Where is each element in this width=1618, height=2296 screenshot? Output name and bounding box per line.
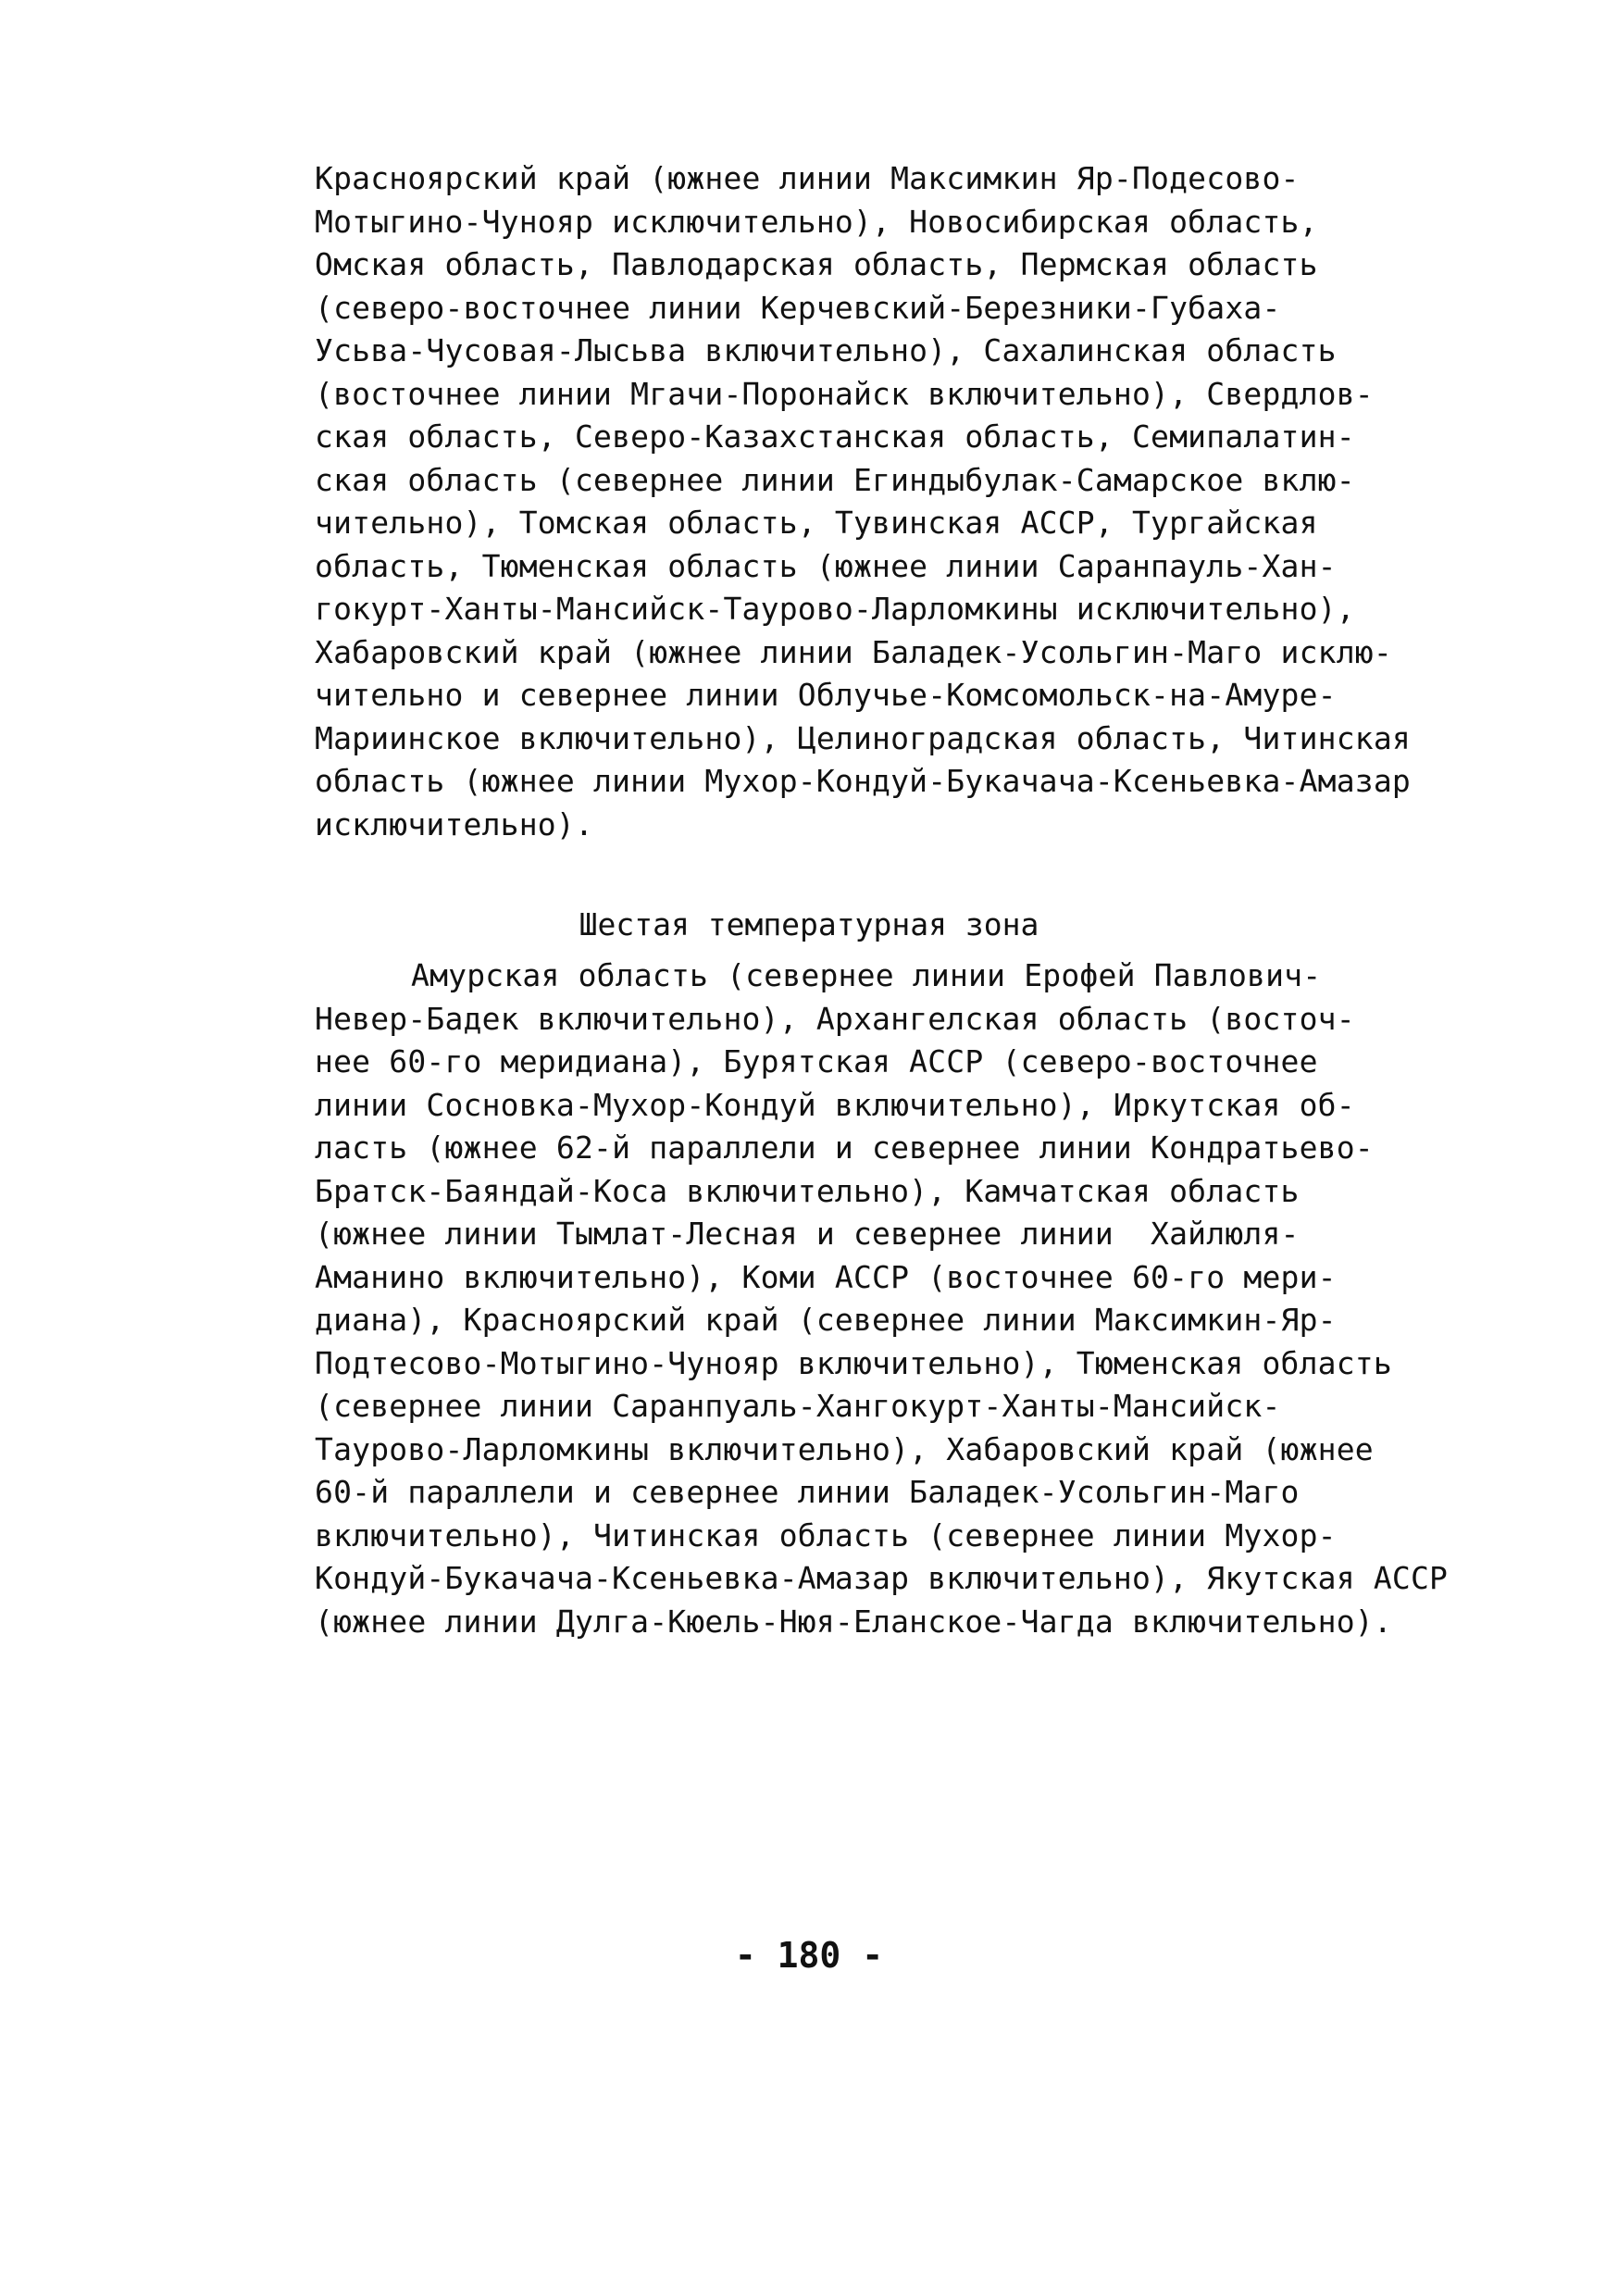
text-line: Мотыгино-Чунояр исключительно), Новосибирская область,	[315, 203, 1318, 240]
text-line: Мариинское включительно), Целиноградская область, Читинская	[315, 719, 1411, 756]
text-line: исключительно).	[315, 805, 594, 842]
text-line: Омская область, Павлодарская область, Пермская область	[315, 246, 1318, 282]
text-line: нее 60-го меридиана), Бурятская АССР (северо-восточнее	[315, 1043, 1318, 1079]
text-line: включительно), Читинская область (севернее линии Мухор-	[315, 1516, 1337, 1554]
text-line: гокурт-Ханты-Мансийск-Таурово-Ларломкины исключительно),	[315, 591, 1355, 627]
page-number: - 180 -	[734, 1935, 884, 1976]
text-line: Усьва-Чусовая-Лысьва включительно), Сахалинская область	[315, 332, 1337, 368]
text-line: ласть (южнее 62-й параллели и севернее линии Кондратьево-	[315, 1129, 1374, 1166]
text-line: (южнее линии Дулга-Кюель-Нюя-Еланское-Чагда включительно).	[315, 1603, 1392, 1640]
text-line: Амурская область (севернее линии Ерофей Павлович-	[411, 957, 1322, 993]
text-line: ская область (севернее линии Егиндыбулак-Самарское вклю-	[315, 461, 1355, 498]
text-line: (севернее линии Саранпуаль-Хангокурт-Ханты-Мансийск-	[315, 1388, 1281, 1424]
text-line: Подтесово-Мотыгино-Чунояр включительно), Тюменская область	[315, 1344, 1392, 1381]
text-line: Аманино включительно), Коми АССР (восточнее 60-го мери-	[315, 1258, 1337, 1295]
text-line: Братск-Баяндай-Коса включительно), Камчатская область	[315, 1172, 1300, 1209]
text-line: (восточнее линии Мгачи-Поронайск включительно), Свердлов-	[315, 375, 1374, 412]
text-line: (северо-восточнее линии Керчевский-Березники-Губаха-	[315, 289, 1281, 326]
text-line: диана), Красноярский край (севернее линии Максимкин-Яр-	[315, 1302, 1337, 1338]
text-line: Таурово-Ларломкины включительно), Хабаровский край (южнее	[315, 1430, 1374, 1467]
text-line: (южнее линии Тымлат-Лесная и севернее линии Хайлюля-	[315, 1216, 1300, 1252]
section-heading: Шестая температурная зона	[579, 906, 1039, 942]
text-line: ская область, Северо-Казахстанская область, Семипалатин-	[315, 418, 1355, 455]
text-line: Кондуй-Букачача-Ксеньевка-Амазар включительно), Якутская АССР	[315, 1560, 1449, 1596]
text-line: область (южнее линии Мухор-Кондуй-Букачача-Ксеньевка-Амазар	[315, 763, 1411, 799]
text-line: линии Сосновка-Мухор-Кондуй включительно), Иркутская об-	[315, 1086, 1355, 1123]
text-line: Невер-Бадек включительно), Архангелская область (восточ-	[315, 1000, 1355, 1037]
paragraph-continued	[315, 157, 1481, 846]
text-line: чительно и севернее линии Облучье-Комсомольск-на-Амуре-	[315, 677, 1337, 713]
text-line: чительно), Томская область, Тувинская АССР, Тургайская	[315, 505, 1318, 541]
text-line: Красноярский край (южнее линии Максимкин Яр-Подесово-	[315, 160, 1300, 196]
text-line: область, Тюменская область (южнее линии Саранпауль-Хан-	[315, 547, 1337, 584]
text-line: Хабаровский край (южнее линии Баладек-Усольгин-Маго исклю-	[315, 633, 1392, 670]
text-line: 60-й параллели и севернее линии Баладек-Усольгин-Маго	[315, 1474, 1300, 1510]
paragraph-sixth-zone	[315, 955, 1481, 1643]
